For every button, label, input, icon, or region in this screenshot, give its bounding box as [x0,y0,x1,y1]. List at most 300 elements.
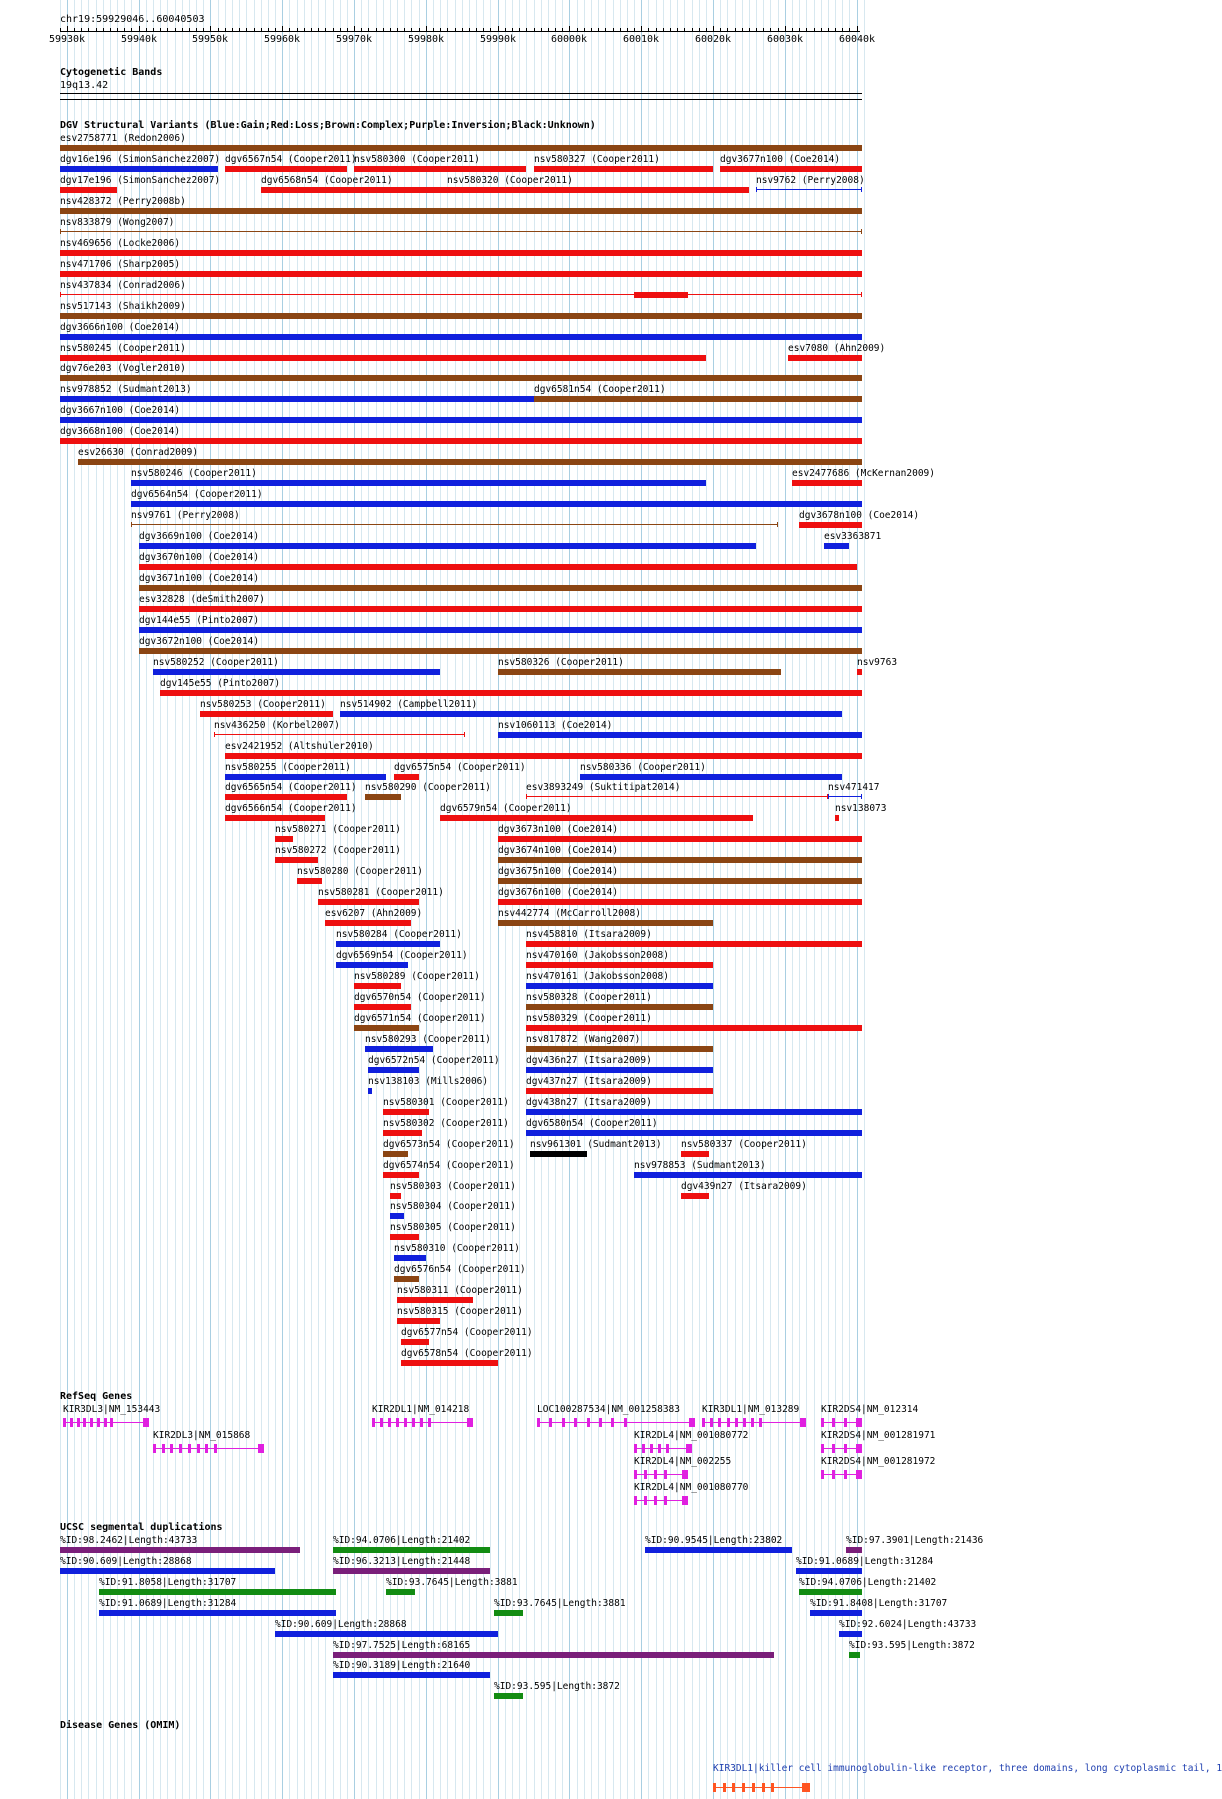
dgv-feature-bar[interactable] [368,1067,419,1073]
gene-exon [644,1496,647,1505]
dgv-feature-label[interactable]: dgv439n27 (Itsara2009) [681,1181,807,1192]
minor-tick [333,28,334,32]
dgv-feature-bar[interactable] [225,166,347,172]
segdup-label[interactable]: %ID:91.0689|Length:31284 [99,1598,237,1609]
segdup-label[interactable]: %ID:93.7645|Length:3881 [386,1577,518,1588]
dgv-feature-bar[interactable] [139,627,862,633]
dgv-feature-label[interactable]: dgv17e196 (SimonSanchez2007) [60,175,221,186]
segdup-bar[interactable] [333,1547,490,1553]
dgv-feature-label[interactable]: nsv580284 (Cooper2011) [336,929,462,940]
dgv-feature-bar[interactable] [526,1109,862,1115]
dgv-feature-bar[interactable] [756,189,862,190]
gene-exon [420,1418,423,1427]
segdup-label[interactable]: %ID:93.595|Length:3872 [849,1640,975,1651]
dgv-feature-bar[interactable] [131,501,862,507]
dgv-feature-bar[interactable] [401,1360,498,1366]
dgv-feature-label[interactable]: dgv6577n54 (Cooper2011) [401,1327,533,1338]
dgv-feature-bar[interactable] [325,920,411,926]
dgv-feature-bar[interactable] [383,1151,408,1157]
dgv-feature-bar[interactable] [60,166,218,172]
dgv-feature-bar[interactable] [78,459,862,465]
dgv-feature-bar[interactable] [788,355,862,361]
dgv-feature-label[interactable]: dgv6568n54 (Cooper2011) [261,175,393,186]
dgv-feature-label[interactable]: dgv6579n54 (Cooper2011) [440,803,572,814]
segdup-bar[interactable] [386,1589,415,1595]
dgv-feature-label[interactable]: dgv6576n54 (Cooper2011) [394,1264,526,1275]
dgv-feature-label[interactable]: nsv138103 (Mills2006) [368,1076,489,1087]
segdup-bar[interactable] [796,1568,862,1574]
dgv-feature-label[interactable]: esv26630 (Conrad2009) [78,447,199,458]
dgv-feature-label[interactable]: dgv6578n54 (Cooper2011) [401,1348,533,1359]
gene-model[interactable] [153,1444,264,1453]
dgv-feature-label[interactable]: nsv833879 (Wong2007) [60,217,175,228]
segdup-label[interactable]: %ID:94.0706|Length:21402 [333,1535,471,1546]
dgv-feature-bar[interactable] [792,480,862,486]
segdup-bar[interactable] [645,1547,792,1553]
dgv-feature-bar[interactable] [60,396,534,402]
dgv-feature-bar[interactable] [720,166,862,172]
gene-label[interactable]: KIR3DL1|NM_013289 [702,1404,800,1415]
dgv-feature-bar[interactable] [275,857,318,863]
dgv-feature-bar[interactable] [60,355,706,361]
dgv-feature-label[interactable]: nsv9762 (Perry2008) [756,175,865,186]
dgv-feature-bar[interactable] [835,815,839,821]
gene-label[interactable]: KIR2DS4|NM_012314 [821,1404,919,1415]
dgv-feature-bar[interactable] [526,983,713,989]
dgv-feature-label[interactable]: dgv3668n100 (Coe2014) [60,426,181,437]
dgv-feature-label[interactable]: dgv6575n54 (Cooper2011) [394,762,526,773]
gene-model[interactable] [634,1470,688,1479]
dgv-feature-label[interactable]: nsv580311 (Cooper2011) [397,1285,523,1296]
dgv-feature-label[interactable]: dgv6564n54 (Cooper2011) [131,489,263,500]
gene-model[interactable] [372,1418,473,1427]
dgv-feature-label[interactable]: nsv817872 (Wang2007) [526,1034,641,1045]
dgv-feature-bar[interactable] [397,1297,473,1303]
dgv-feature-bar[interactable] [401,1339,429,1345]
dgv-feature-label[interactable]: esv2477686 (McKernan2009) [792,468,935,479]
minor-tick [476,28,477,32]
dgv-feature-label[interactable]: dgv6573n54 (Cooper2011) [383,1139,515,1150]
dgv-feature-bar[interactable] [526,1130,862,1136]
dgv-feature-label[interactable]: nsv580329 (Cooper2011) [526,1013,652,1024]
gene-model[interactable] [821,1444,862,1453]
dgv-feature-bar[interactable] [275,836,293,842]
dgv-feature-label[interactable]: nsv9763 [857,657,898,668]
gene-exon [467,1418,473,1427]
gene-exon [90,1418,93,1427]
grid-line [462,0,463,1799]
gene-label[interactable]: KIR3DL3|NM_153443 [63,1404,161,1415]
dgv-feature-label[interactable]: esv2758771 (Redon2006) [60,133,186,144]
dgv-feature-label[interactable]: dgv3669n100 (Coe2014) [139,531,260,542]
dgv-feature-bar[interactable] [526,1046,713,1052]
segdup-bar[interactable] [99,1589,336,1595]
dgv-feature-bar[interactable] [681,1193,709,1199]
segdup-label[interactable]: %ID:90.609|Length:28868 [275,1619,407,1630]
gene-exon [682,1470,688,1479]
dgv-feature-bar[interactable] [318,899,419,905]
dgv-feature-label[interactable]: nsv9761 (Perry2008) [131,510,240,521]
gene-label[interactable]: KIR2DL4|NM_002255 [634,1456,732,1467]
dgv-feature-bar[interactable] [139,543,756,549]
dgv-feature-label[interactable]: dgv3678n100 (Coe2014) [799,510,920,521]
segdup-label[interactable]: %ID:91.8408|Length:31707 [810,1598,948,1609]
dgv-feature-bar[interactable] [390,1193,401,1199]
dgv-feature-bar[interactable] [139,564,857,570]
dgv-feature-label[interactable]: dgv438n27 (Itsara2009) [526,1097,652,1108]
gene-model[interactable] [821,1418,862,1427]
dgv-feature-bar[interactable] [526,1088,713,1094]
segdup-label[interactable]: %ID:92.6024|Length:43733 [839,1619,977,1630]
dgv-feature-label[interactable]: nsv580252 (Cooper2011) [153,657,279,668]
minor-tick [433,28,434,32]
minor-tick [677,28,678,32]
gene-label[interactable]: KIR2DL4|NM_001080772 [634,1430,749,1441]
segdup-bar[interactable] [494,1610,523,1616]
dgv-feature-bar[interactable] [394,774,419,780]
dgv-feature-label[interactable]: nsv580289 (Cooper2011) [354,971,480,982]
minor-tick [842,28,843,32]
dgv-feature-label[interactable]: nsv580280 (Cooper2011) [297,866,423,877]
segdup-label[interactable]: %ID:96.3213|Length:21448 [333,1556,471,1567]
dgv-feature-bar[interactable] [139,606,862,612]
dgv-feature-label[interactable]: nsv580272 (Cooper2011) [275,845,401,856]
minor-tick [419,28,420,32]
dgv-feature-bar[interactable] [225,753,862,759]
dgv-feature-label[interactable]: dgv3666n100 (Coe2014) [60,322,181,333]
dgv-feature-bar[interactable] [60,231,862,232]
gene-model[interactable] [537,1418,695,1427]
dgv-feature-bar[interactable] [225,794,347,800]
gene-exon [751,1418,754,1427]
dgv-feature-bar[interactable] [139,585,862,591]
dgv-feature-bar[interactable] [828,796,862,797]
dgv-feature-label[interactable]: dgv436n27 (Itsara2009) [526,1055,652,1066]
dgv-feature-label[interactable]: nsv580281 (Cooper2011) [318,887,444,898]
dgv-feature-bar[interactable] [368,1088,372,1094]
dgv-feature-bar[interactable] [498,857,862,863]
gene-exon [759,1418,762,1427]
dgv-feature-label[interactable]: nsv470161 (Jakobsson2008) [526,971,669,982]
dgv-feature-label[interactable]: nsv580328 (Cooper2011) [526,992,652,1003]
dgv-feature-bar[interactable] [60,187,117,193]
dgv-feature-label[interactable]: dgv3674n100 (Coe2014) [498,845,619,856]
dgv-feature-bar[interactable] [60,145,862,151]
gene-model[interactable] [821,1470,862,1479]
dgv-feature-bar[interactable] [799,522,862,528]
omim-gene-label[interactable]: KIR3DL1|killer cell immunoglobulin-like receptor, three domains, long cytoplasmic tail, 1 [713,1763,1222,1774]
dgv-track-title: DGV Structural Variants (Blue:Gain;Red:Loss;Brown:Complex;Purple:Inversion;Black:Unknown) [60,120,596,131]
gene-exon [800,1418,806,1427]
dgv-feature-bar[interactable] [681,1151,709,1157]
dgv-feature-label[interactable]: nsv978853 (Sudmant2013) [634,1160,766,1171]
dgv-feature-bar[interactable] [447,187,749,193]
dgv-feature-bar[interactable] [336,962,408,968]
dgv-feature-label[interactable]: nsv580293 (Cooper2011) [365,1034,491,1045]
dgv-feature-bar[interactable] [336,941,440,947]
ruler [0,0,890,60]
dgv-feature-label[interactable]: dgv3677n100 (Coe2014) [720,154,841,165]
dgv-feature-label[interactable]: nsv517143 (Shaikh2009) [60,301,186,312]
dgv-feature-label[interactable]: nsv978852 (Sudmant2013) [60,384,192,395]
dgv-feature-label[interactable]: nsv580255 (Cooper2011) [225,762,351,773]
dgv-feature-bar[interactable] [60,208,862,214]
gene-exon [110,1418,113,1427]
dgv-feature-bar[interactable] [634,1172,862,1178]
dgv-feature-label[interactable]: nsv580320 (Cooper2011) [447,175,573,186]
dgv-feature-label[interactable]: nsv580271 (Cooper2011) [275,824,401,835]
dgv-feature-bar[interactable] [526,1067,713,1073]
dgv-feature-bar[interactable] [60,375,862,381]
dgv-feature-bar[interactable] [153,669,440,675]
segdup-bar[interactable] [849,1652,860,1658]
dgv-feature-label[interactable]: nsv1060113 (Coe2014) [498,720,613,731]
segdup-bar[interactable] [810,1610,862,1616]
segdup-bar[interactable] [494,1693,523,1699]
dgv-feature-label[interactable]: dgv3672n100 (Coe2014) [139,636,260,647]
segdup-bar[interactable] [99,1610,336,1616]
gene-label[interactable]: KIR2DS4|NM_001281971 [821,1430,936,1441]
dgv-feature-label[interactable]: nsv442774 (McCarroll2008) [498,908,641,919]
segdup-label[interactable]: %ID:90.9545|Length:23802 [645,1535,783,1546]
dgv-feature-bar[interactable] [340,711,842,717]
dgv-feature-label[interactable]: esv32828 (deSmith2007) [139,594,265,605]
segdup-bar[interactable] [60,1568,275,1574]
segdup-label[interactable]: %ID:97.3901|Length:21436 [846,1535,984,1546]
gene-label[interactable]: KIR2DL1|NM_014218 [372,1404,470,1415]
gene-model[interactable] [634,1496,688,1505]
dgv-feature-bar[interactable] [498,878,862,884]
segdup-bar[interactable] [333,1568,490,1574]
dgv-feature-bar[interactable] [60,417,862,423]
dgv-feature-label[interactable]: nsv580336 (Cooper2011) [580,762,706,773]
segdup-label[interactable]: %ID:98.2462|Length:43733 [60,1535,198,1546]
dgv-feature-label[interactable]: nsv469656 (Locke2006) [60,238,181,249]
dgv-feature-label[interactable]: dgv6572n54 (Cooper2011) [368,1055,500,1066]
dgv-feature-label[interactable]: nsv580326 (Cooper2011) [498,657,624,668]
dgv-feature-label[interactable]: esv2421952 (Altshuler2010) [225,741,374,752]
dgv-feature-label[interactable]: nsv580290 (Cooper2011) [365,782,491,793]
dgv-feature-label[interactable]: dgv3676n100 (Coe2014) [498,887,619,898]
dgv-feature-bar[interactable] [261,187,447,193]
minor-tick [440,28,441,32]
dgv-feature-bar[interactable] [383,1109,429,1115]
dgv-feature-label[interactable]: nsv471706 (Sharp2005) [60,259,181,270]
segdup-bar[interactable] [839,1631,862,1637]
dgv-feature-bar[interactable] [580,774,842,780]
dgv-feature-label[interactable]: dgv3671n100 (Coe2014) [139,573,260,584]
dgv-feature-bar[interactable] [390,1234,419,1240]
dgv-feature-label[interactable]: nsv580305 (Cooper2011) [390,1222,516,1233]
dgv-feature-bar[interactable] [131,480,706,486]
dgv-feature-label[interactable]: nsv580253 (Cooper2011) [200,699,326,710]
dgv-feature-label[interactable]: dgv16e196 (SimonSanchez2007) [60,154,221,165]
dgv-feature-label[interactable]: nsv580302 (Cooper2011) [383,1118,509,1129]
dgv-feature-label[interactable]: dgv6567n54 (Cooper2011) [225,154,357,165]
grid-line [275,0,276,1799]
dgv-feature-bar[interactable] [214,734,465,735]
minor-tick [706,28,707,32]
gene-label[interactable]: KIR2DL4|NM_001080770 [634,1482,749,1493]
dgv-feature-label[interactable]: dgv6580n54 (Cooper2011) [526,1118,658,1129]
dgv-feature-bar[interactable] [160,690,862,696]
segdup-label[interactable]: %ID:94.0706|Length:21402 [799,1577,937,1588]
dgv-feature-bar[interactable] [131,524,778,525]
dgv-feature-bar[interactable] [397,1318,440,1324]
dgv-feature-label[interactable]: nsv458810 (Itsara2009) [526,929,652,940]
gene-model[interactable] [63,1418,149,1427]
segdup-label[interactable]: %ID:93.7645|Length:3881 [494,1598,626,1609]
segdup-bar[interactable] [275,1631,498,1637]
dgv-feature-label[interactable]: dgv3667n100 (Coe2014) [60,405,181,416]
dgv-feature-label[interactable]: esv6207 (Ahn2009) [325,908,423,919]
segdup-label[interactable]: %ID:93.595|Length:3872 [494,1681,620,1692]
gene-label[interactable]: KIR2DL3|NM_015868 [153,1430,251,1441]
gene-exon [856,1444,862,1453]
dgv-feature-label[interactable]: nsv580245 (Cooper2011) [60,343,186,354]
dgv-feature-bar[interactable] [365,794,401,800]
dgv-feature-label[interactable]: dgv3673n100 (Coe2014) [498,824,619,835]
dgv-feature-label[interactable]: dgv6566n54 (Cooper2011) [225,803,357,814]
dgv-feature-bar[interactable] [498,899,862,905]
segdup-bar[interactable] [333,1652,774,1658]
dgv-feature-bar[interactable] [200,711,333,717]
dgv-feature-bar[interactable] [354,1025,419,1031]
dgv-feature-label[interactable]: esv7080 (Ahn2009) [788,343,886,354]
dgv-feature-bar[interactable] [634,292,688,298]
segdup-label[interactable]: %ID:90.3189|Length:21640 [333,1660,471,1671]
dgv-feature-bar[interactable] [498,669,781,675]
cytoband-line-top [60,93,862,94]
dgv-feature-bar[interactable] [354,1004,411,1010]
minor-tick [591,28,592,32]
dgv-feature-label[interactable]: dgv145e55 (Pinto2007) [160,678,281,689]
dgv-feature-bar[interactable] [139,648,862,654]
dgv-feature-bar[interactable] [498,732,862,738]
dgv-feature-label[interactable]: nsv580304 (Cooper2011) [390,1201,516,1212]
dgv-feature-bar[interactable] [526,1004,713,1010]
dgv-feature-label[interactable]: dgv6581n54 (Cooper2011) [534,384,666,395]
dgv-feature-label[interactable]: nsv580315 (Cooper2011) [397,1306,523,1317]
dgv-feature-bar[interactable] [824,543,849,549]
dgv-feature-label[interactable]: dgv144e55 (Pinto2007) [139,615,260,626]
dgv-feature-label[interactable]: dgv76e203 (Vogler2010) [60,363,186,374]
dgv-feature-bar[interactable] [60,250,862,256]
dgv-feature-bar[interactable] [383,1130,422,1136]
dgv-feature-label[interactable]: dgv437n27 (Itsara2009) [526,1076,652,1087]
dgv-feature-label[interactable]: nsv470160 (Jakobsson2008) [526,950,669,961]
dgv-feature-bar[interactable] [526,962,713,968]
dgv-feature-label[interactable]: esv3363871 [824,531,882,542]
dgv-feature-bar[interactable] [390,1213,404,1219]
dgv-feature-bar[interactable] [225,815,325,821]
dgv-feature-label[interactable]: nsv580300 (Cooper2011) [354,154,480,165]
dgv-feature-label[interactable]: nsv437834 (Conrad2006) [60,280,186,291]
minor-tick [347,28,348,32]
dgv-feature-label[interactable]: dgv3670n100 (Coe2014) [139,552,260,563]
dgv-feature-bar[interactable] [498,920,713,926]
minor-tick [318,28,319,32]
dgv-feature-bar[interactable] [60,294,862,295]
dgv-feature-label[interactable]: nsv471417 [828,782,880,793]
dgv-feature-label[interactable]: nsv436250 (Korbel2007) [214,720,340,731]
dgv-feature-label[interactable]: dgv6570n54 (Cooper2011) [354,992,486,1003]
dgv-feature-bar[interactable] [60,313,862,319]
segdup-bar[interactable] [333,1672,490,1678]
dgv-feature-bar[interactable] [526,796,828,797]
dgv-feature-bar[interactable] [354,983,401,989]
dgv-feature-label[interactable]: nsv138073 [835,803,887,814]
dgv-feature-bar[interactable] [857,669,862,675]
dgv-feature-label[interactable]: esv3893249 (Suktitipat2014) [526,782,681,793]
dgv-feature-label[interactable]: nsv514902 (Campbell2011) [340,699,478,710]
dgv-feature-bar[interactable] [297,878,322,884]
segdup-label[interactable]: %ID:97.7525|Length:68165 [333,1640,471,1651]
gene-exon [624,1418,627,1427]
segdup-label[interactable]: %ID:91.0689|Length:31284 [796,1556,934,1567]
dgv-feature-bar[interactable] [225,774,386,780]
gene-exon [214,1444,217,1453]
dgv-feature-bar[interactable] [440,815,753,821]
gene-label[interactable]: KIR2DS4|NM_001281972 [821,1456,936,1467]
dgv-feature-bar[interactable] [60,334,862,340]
dgv-feature-bar[interactable] [354,166,526,172]
dgv-feature-bar[interactable] [394,1255,426,1261]
gene-exon [844,1470,847,1479]
dgv-feature-label[interactable]: dgv6569n54 (Cooper2011) [336,950,468,961]
dgv-feature-label[interactable]: dgv6571n54 (Cooper2011) [354,1013,486,1024]
dgv-feature-bar[interactable] [526,1025,862,1031]
segdup-bar[interactable] [846,1547,862,1553]
tick-label: 59960k [263,34,301,45]
minor-tick [814,28,815,32]
dgv-feature-bar[interactable] [498,836,862,842]
dgv-feature-bar[interactable] [365,1046,433,1052]
dgv-feature-bar[interactable] [526,941,862,947]
dgv-feature-bar[interactable] [534,396,862,402]
dgv-feature-label[interactable]: nsv580310 (Cooper2011) [394,1243,520,1254]
dgv-feature-bar[interactable] [534,166,713,172]
dgv-feature-bar[interactable] [60,438,862,444]
dgv-feature-label[interactable]: dgv6565n54 (Cooper2011) [225,782,357,793]
dgv-feature-label[interactable]: dgv3675n100 (Coe2014) [498,866,619,877]
minor-tick [289,28,290,32]
segdup-label[interactable]: %ID:90.609|Length:28868 [60,1556,192,1567]
segdup-bar[interactable] [60,1547,300,1553]
dgv-feature-label[interactable]: dgv6574n54 (Cooper2011) [383,1160,515,1171]
gene-label[interactable]: LOC100287534|NM_001258383 [537,1404,680,1415]
minor-tick [268,28,269,32]
dgv-feature-bar[interactable] [383,1172,419,1178]
dgv-feature-bar[interactable] [60,271,862,277]
dgv-feature-label[interactable]: nsv580246 (Cooper2011) [131,468,257,479]
dgv-feature-label[interactable]: nsv580303 (Cooper2011) [390,1181,516,1192]
segdup-bar[interactable] [799,1589,862,1595]
dgv-feature-bar[interactable] [394,1276,419,1282]
gene-model[interactable] [702,1418,806,1427]
segdup-label[interactable]: %ID:91.8058|Length:31707 [99,1577,237,1588]
dgv-feature-bar[interactable] [530,1151,587,1157]
omim-exon [802,1783,810,1792]
dgv-feature-label[interactable]: nsv580337 (Cooper2011) [681,1139,807,1150]
minor-tick [770,28,771,32]
gene-model[interactable] [634,1444,692,1453]
dgv-feature-label[interactable]: nsv580327 (Cooper2011) [534,154,660,165]
dgv-feature-label[interactable]: nsv961301 (Sudmant2013) [530,1139,662,1150]
dgv-feature-label[interactable]: nsv580301 (Cooper2011) [383,1097,509,1108]
dgv-feature-label[interactable]: nsv428372 (Perry2008b) [60,196,186,207]
omim-exon [752,1783,755,1792]
